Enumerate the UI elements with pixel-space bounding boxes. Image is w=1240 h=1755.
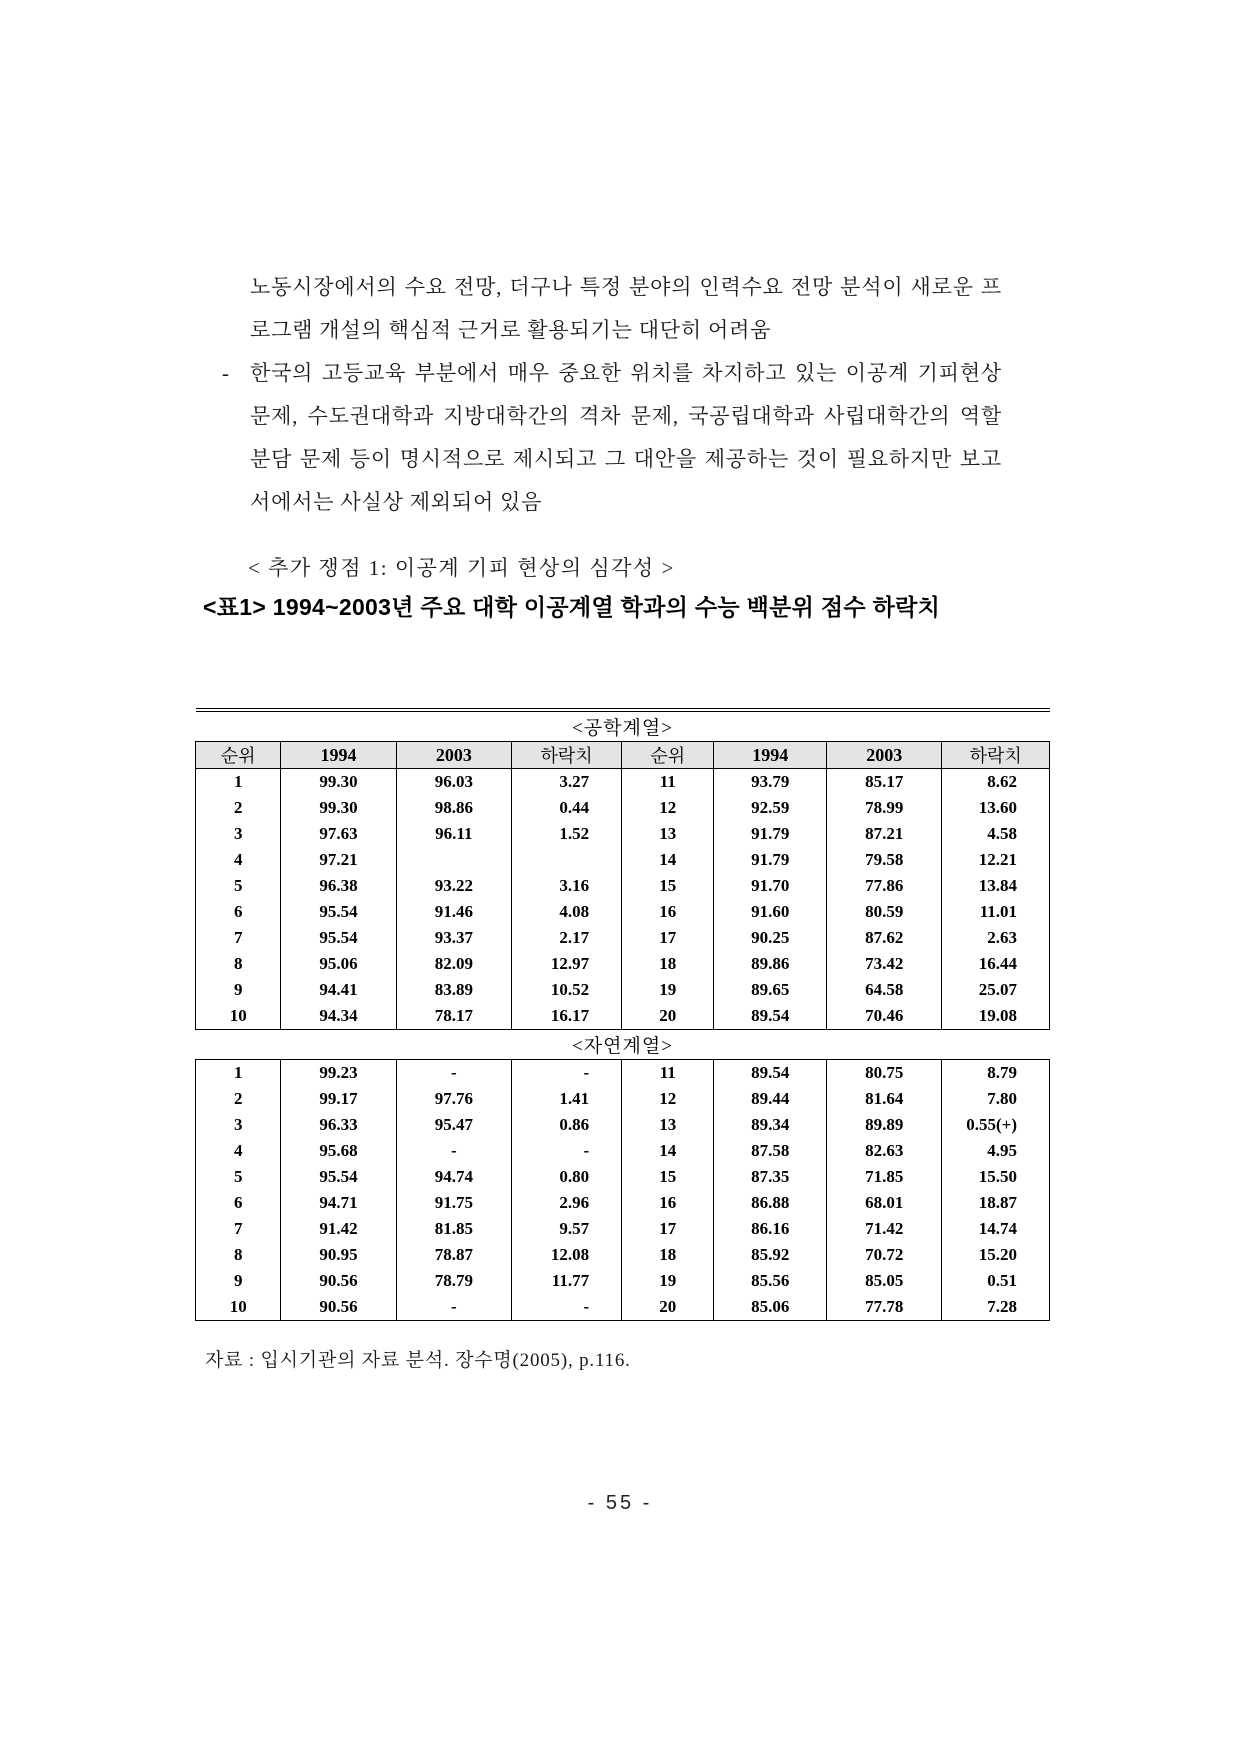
table-cell: 94.41: [281, 977, 396, 1003]
table-cell: 96.38: [281, 873, 396, 899]
table-cell: 4.95: [942, 1138, 1050, 1164]
table-cell: 78.99: [827, 795, 942, 821]
table-cell: 1: [196, 1060, 281, 1087]
table-cell: 71.85: [827, 1164, 942, 1190]
table-cell: 91.60: [714, 899, 827, 925]
column-header: 순위: [196, 742, 281, 769]
table-cell: 96.11: [396, 821, 511, 847]
table-cell: 94.34: [281, 1003, 396, 1030]
table-cell: 6: [196, 1190, 281, 1216]
table-cell: -: [511, 1060, 621, 1087]
table-cell: 0.55(+): [942, 1112, 1050, 1138]
table-cell: 82.09: [396, 951, 511, 977]
table-cell: 93.79: [714, 769, 827, 796]
table-cell: 5: [196, 873, 281, 899]
table-cell: 16: [622, 1190, 714, 1216]
table-cell: 70.46: [827, 1003, 942, 1030]
table-cell: 91.46: [396, 899, 511, 925]
table-cell: 7.80: [942, 1086, 1050, 1112]
table-header-row: [196, 742, 1050, 769]
table-cell: 9.57: [511, 1216, 621, 1242]
table-cell: 9: [196, 1268, 281, 1294]
table-cell: 94.74: [396, 1164, 511, 1190]
table-cell: [396, 847, 511, 873]
table-cell: 81.64: [827, 1086, 942, 1112]
table-cell: 86.88: [714, 1190, 827, 1216]
table-cell: 91.75: [396, 1190, 511, 1216]
table-cell: 77.86: [827, 873, 942, 899]
table-cell: 90.56: [281, 1294, 396, 1321]
table-cell: 16.44: [942, 951, 1050, 977]
table-cell: 13: [622, 821, 714, 847]
table-cell: 7.28: [942, 1294, 1050, 1321]
section-heading: < 추가 쟁점 1: 이공계 기피 현상의 심각성 >: [248, 556, 675, 580]
column-header: 2003: [396, 742, 511, 769]
table-cell: 89.89: [827, 1112, 942, 1138]
table-cell: 6: [196, 899, 281, 925]
column-header: 순위: [622, 742, 714, 769]
table-cell: 3.27: [511, 769, 621, 796]
table-cell: 70.72: [827, 1242, 942, 1268]
table-cell: 95.68: [281, 1138, 396, 1164]
table-cell: 12.21: [942, 847, 1050, 873]
table-cell: 10.52: [511, 977, 621, 1003]
table-cell: 4.08: [511, 899, 621, 925]
table-cell: 16.17: [511, 1003, 621, 1030]
table-cell: 99.23: [281, 1060, 396, 1087]
table-cell: 5: [196, 1164, 281, 1190]
table-section-label: <공학계열>: [572, 718, 673, 739]
table-cell: 89.54: [714, 1060, 827, 1087]
table-cell: 81.85: [396, 1216, 511, 1242]
table-row: [196, 925, 1050, 951]
table-cell: 99.30: [281, 769, 396, 796]
paragraph-text: 한국의 고등교육 부분에서 매우 중요한 위치를 차지하고 있는 이공계 기피현상 문제, 수도권대학과 지방대학간의 격차 문제, 국공립대학과 사립대학간의 역할 분담 문제 등이 명시적으로 제시되고 그 대안을 제공하는 것이 필요하지만 보고서에서는 사실상 제외되어 있음: [250, 361, 1002, 514]
table-cell: 12.97: [511, 951, 621, 977]
table-cell: -: [396, 1060, 511, 1087]
table-section-label-row: [196, 1030, 1050, 1060]
table-row: [196, 873, 1050, 899]
table-cell: 96.33: [281, 1112, 396, 1138]
table-cell: 12: [622, 1086, 714, 1112]
table-cell: 91.79: [714, 821, 827, 847]
table-cell: 8: [196, 951, 281, 977]
table-cell: 82.63: [827, 1138, 942, 1164]
table-cell: 78.87: [396, 1242, 511, 1268]
table-cell: 17: [622, 925, 714, 951]
table-cell: 0.86: [511, 1112, 621, 1138]
table-cell: 7: [196, 1216, 281, 1242]
table-cell: -: [511, 1138, 621, 1164]
table-cell: 95.54: [281, 1164, 396, 1190]
table-cell: 89.86: [714, 951, 827, 977]
table-cell: 90.95: [281, 1242, 396, 1268]
table-cell: 19: [622, 1268, 714, 1294]
table-cell: 11.77: [511, 1268, 621, 1294]
table-cell: 83.89: [396, 977, 511, 1003]
table-cell: 85.05: [827, 1268, 942, 1294]
table-cell: 78.17: [396, 1003, 511, 1030]
table-cell: 12: [622, 795, 714, 821]
table-cell: 11: [622, 769, 714, 796]
table-cell: 89.34: [714, 1112, 827, 1138]
table-cell: 17: [622, 1216, 714, 1242]
table-cell: 97.76: [396, 1086, 511, 1112]
table-cell: 90.56: [281, 1268, 396, 1294]
table-row: [196, 1190, 1050, 1216]
table-cell: 87.58: [714, 1138, 827, 1164]
table-cell: 93.22: [396, 873, 511, 899]
column-header: 1994: [281, 742, 396, 769]
table-cell: 12.08: [511, 1242, 621, 1268]
table-cell: 91.70: [714, 873, 827, 899]
table-row: [196, 1164, 1050, 1190]
table-row: [196, 1242, 1050, 1268]
table-row: [196, 1294, 1050, 1321]
table-row: [196, 795, 1050, 821]
table-cell: 91.79: [714, 847, 827, 873]
table-cell: 85.17: [827, 769, 942, 796]
table-cell: 87.35: [714, 1164, 827, 1190]
table-cell: 0.80: [511, 1164, 621, 1190]
table-cell: 3.16: [511, 873, 621, 899]
table-cell: 89.65: [714, 977, 827, 1003]
score-table-body: [196, 710, 1050, 1321]
paragraph: [222, 352, 1002, 524]
paragraph-text: 노동시장에서의 수요 전망, 더구나 특정 분야의 인력수요 전망 분석이 새로운 프로그램 개설의 핵심적 근거로 활용되기는 대단히 어려움: [250, 275, 1002, 342]
table-row: [196, 847, 1050, 873]
table-cell: 11: [622, 1060, 714, 1087]
table-row: [196, 1268, 1050, 1294]
table-cell: 90.25: [714, 925, 827, 951]
table-cell: 14.74: [942, 1216, 1050, 1242]
source-note: 자료 : 입시기관의 자료 분석. 장수명(2005), p.116.: [205, 1350, 631, 1371]
table-cell: 8: [196, 1242, 281, 1268]
table-cell: 16: [622, 899, 714, 925]
table-cell: 4: [196, 1138, 281, 1164]
table-cell: 13.60: [942, 795, 1050, 821]
table-cell: 20: [622, 1003, 714, 1030]
table-cell: 13.84: [942, 873, 1050, 899]
table-cell: 8.62: [942, 769, 1050, 796]
table-row: [196, 1112, 1050, 1138]
table-cell: 95.06: [281, 951, 396, 977]
table-cell: 89.54: [714, 1003, 827, 1030]
table-cell: 85.56: [714, 1268, 827, 1294]
table-section-label: <자연계열>: [572, 1036, 673, 1057]
table-cell: 80.75: [827, 1060, 942, 1087]
table-cell: [511, 847, 621, 873]
table-cell: 3: [196, 1112, 281, 1138]
table-cell: 85.92: [714, 1242, 827, 1268]
page-number: - 55 -: [587, 1492, 653, 1514]
score-table: [195, 708, 1050, 1321]
table-cell: 4.58: [942, 821, 1050, 847]
table-cell: 10: [196, 1003, 281, 1030]
table-row: [196, 1138, 1050, 1164]
table-cell: 86.16: [714, 1216, 827, 1242]
table-cell: 20: [622, 1294, 714, 1321]
table-cell: 11.01: [942, 899, 1050, 925]
table-cell: 18.87: [942, 1190, 1050, 1216]
table-cell: 85.06: [714, 1294, 827, 1321]
table-cell: 15: [622, 873, 714, 899]
table-row: [196, 977, 1050, 1003]
table-cell: 97.21: [281, 847, 396, 873]
table-cell: 78.79: [396, 1268, 511, 1294]
table-cell: 10: [196, 1294, 281, 1321]
table-cell: -: [396, 1138, 511, 1164]
table-cell: 71.42: [827, 1216, 942, 1242]
table-cell: 99.30: [281, 795, 396, 821]
column-header: 1994: [714, 742, 827, 769]
table-cell: 0.51: [942, 1268, 1050, 1294]
column-header: 2003: [827, 742, 942, 769]
table-cell: 13: [622, 1112, 714, 1138]
table-cell: 2.63: [942, 925, 1050, 951]
table-cell: 93.37: [396, 925, 511, 951]
table-cell: 15: [622, 1164, 714, 1190]
table-row: [196, 1003, 1050, 1030]
table-cell: 94.71: [281, 1190, 396, 1216]
table-cell: 87.62: [827, 925, 942, 951]
table-cell: 7: [196, 925, 281, 951]
table-cell: 95.54: [281, 899, 396, 925]
table-cell: 68.01: [827, 1190, 942, 1216]
table-section-label-row: [196, 710, 1050, 742]
table-cell: 2: [196, 1086, 281, 1112]
table-cell: 15.20: [942, 1242, 1050, 1268]
table-cell: 95.47: [396, 1112, 511, 1138]
table-cell: -: [511, 1294, 621, 1321]
table-cell: 9: [196, 977, 281, 1003]
table-title: <표1> 1994~2003년 주요 대학 이공계열 학과의 수능 백분위 점수 하락치: [203, 594, 941, 620]
table-cell: 15.50: [942, 1164, 1050, 1190]
table-row: [196, 1086, 1050, 1112]
table-cell: -: [396, 1294, 511, 1321]
table-cell: 18: [622, 1242, 714, 1268]
table-cell: 14: [622, 847, 714, 873]
table-cell: 1.52: [511, 821, 621, 847]
table-cell: 0.44: [511, 795, 621, 821]
table-cell: 87.21: [827, 821, 942, 847]
table-cell: 18: [622, 951, 714, 977]
body-text: [222, 266, 1002, 524]
table-cell: 97.63: [281, 821, 396, 847]
table-cell: 25.07: [942, 977, 1050, 1003]
column-header: 하락치: [511, 742, 621, 769]
table-cell: 77.78: [827, 1294, 942, 1321]
table-cell: 73.42: [827, 951, 942, 977]
table-cell: 80.59: [827, 899, 942, 925]
table-cell: 91.42: [281, 1216, 396, 1242]
table-cell: 19.08: [942, 1003, 1050, 1030]
paragraph: [250, 266, 1002, 352]
table-cell: 1.41: [511, 1086, 621, 1112]
bullet-dash: -: [222, 361, 230, 385]
table-row: [196, 899, 1050, 925]
table-cell: 92.59: [714, 795, 827, 821]
table-cell: 79.58: [827, 847, 942, 873]
table-row: [196, 1216, 1050, 1242]
table-cell: 1: [196, 769, 281, 796]
table-cell: 14: [622, 1138, 714, 1164]
table-cell: 2: [196, 795, 281, 821]
table-cell: 95.54: [281, 925, 396, 951]
table-row: [196, 951, 1050, 977]
table-cell: 96.03: [396, 769, 511, 796]
table-cell: 89.44: [714, 1086, 827, 1112]
table-cell: 4: [196, 847, 281, 873]
table-cell: 99.17: [281, 1086, 396, 1112]
table-row: [196, 1060, 1050, 1087]
table-cell: 64.58: [827, 977, 942, 1003]
column-header: 하락치: [942, 742, 1050, 769]
table-cell: 8.79: [942, 1060, 1050, 1087]
table-cell: 2.96: [511, 1190, 621, 1216]
table-cell: 98.86: [396, 795, 511, 821]
table-row: [196, 821, 1050, 847]
table-cell: 2.17: [511, 925, 621, 951]
table-cell: 3: [196, 821, 281, 847]
table-cell: 19: [622, 977, 714, 1003]
table-row: [196, 769, 1050, 796]
